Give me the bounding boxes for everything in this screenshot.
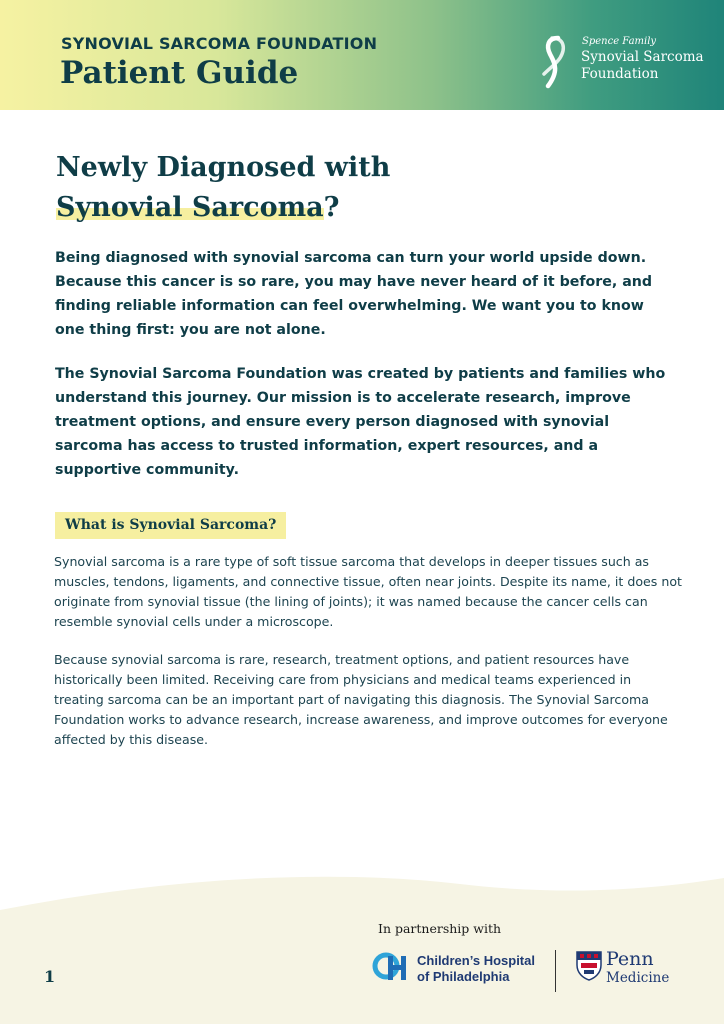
chop-line2: of Philadelphia [417,969,510,984]
footer-background [0,870,724,1024]
intro-paragraph-2: The Synovial Sarcoma Foundation was created by patients and families who understand this journey. Our mission is to accelerate research, improve treatment options, and ensure every person diagnosed with synovial sarcoma has access to trusted information, expert resources, and a supportive community. [55,366,666,478]
body-paragraph-2: Because synovial sarcoma is rare, research, treatment options, and patient resources have historically been limited. Receiving care from physicians and medical teams experienced in treating sarcoma can be an important part of navigating this diagnosis. The Synovial Sarcoma Foundation works to advance research, increase awareness, and improve outcomes for everyone affected by this disease. [54,652,668,747]
penn-medicine-logo[interactable] [576,948,686,991]
main-heading [56,148,390,228]
heading-line1: Newly Diagnosed with [56,152,391,183]
partner-divider [555,950,556,992]
chop-logo[interactable] [372,950,542,990]
ribbon-icon [538,34,574,90]
page-number: 1 [44,967,56,986]
partnership-label: In partnership with [378,921,502,936]
heading-highlight: Synovial Sarcoma [56,192,324,223]
penn-medicine-word: Medicine [606,970,670,986]
org-name: SYNOVIAL SARCOMA FOUNDATION [61,34,378,53]
body-paragraph-1: Synovial sarcoma is a rare type of soft tissue sarcoma that develops in deeper tissues such as muscles, tendons, ligaments, and connective tissue, often near joints. Despite its name, it does not originate from synovial tissue (the lining of joints); it was named because the cancer cells can resemble synovial cells under a microscope. [54,554,682,629]
chop-icon [372,950,412,986]
logo-script-text: Spence Family [582,36,657,47]
intro-paragraph-1: Being diagnosed with synovial sarcoma can turn your world upside down. Because this cancer is so rare, you may have never heard of it before, and finding reliable information can feel overwhelming. We want you to know one thing first: you are not alone. [55,250,653,338]
logo-line1: Synovial Sarcoma [581,49,704,65]
foundation-logo[interactable] [538,34,708,90]
logo-line2: Foundation [581,66,659,82]
section-label: What is Synovial Sarcoma? [55,512,286,539]
heading-punct: ? [323,192,340,223]
chop-line1: Children’s Hospital [417,953,535,968]
header-banner [0,0,724,110]
penn-shield-icon [576,951,602,981]
page-title: Patient Guide [60,55,299,91]
penn-word: Penn [606,948,654,970]
